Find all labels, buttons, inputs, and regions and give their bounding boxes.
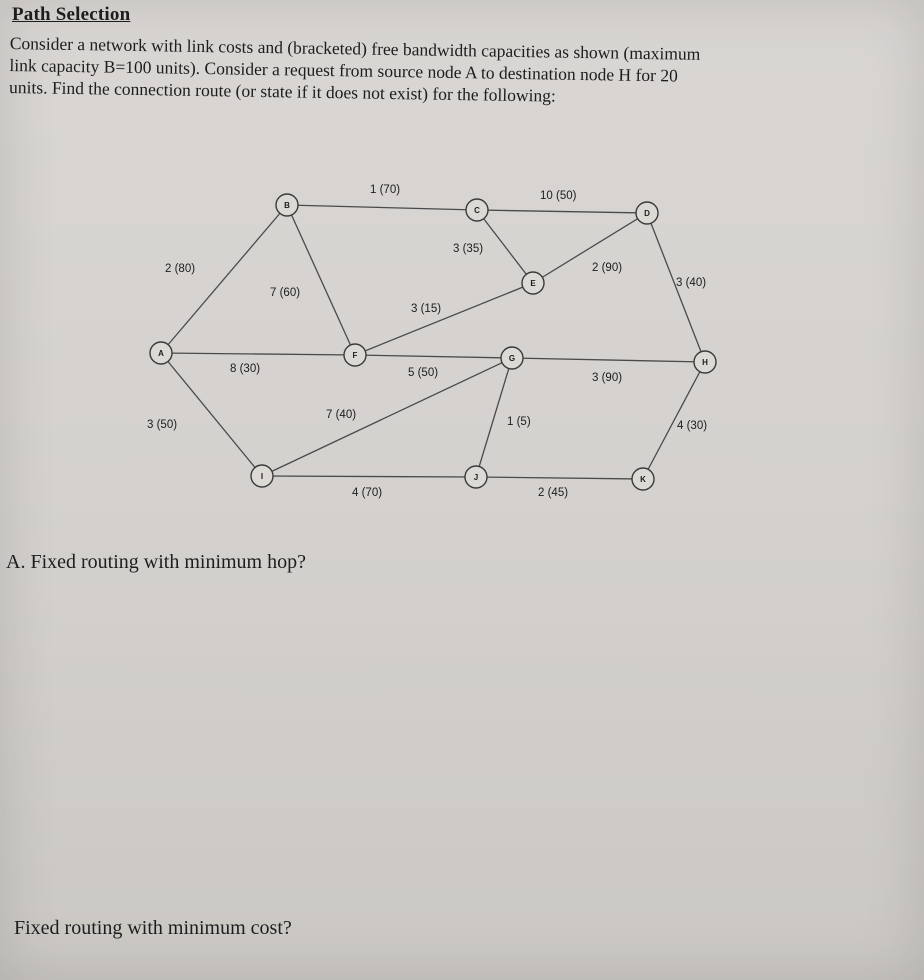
intro-line: Consider a network with link costs and (bracketed) free bandwidth capacities as shown (maximum [9, 32, 701, 64]
edge-G-H [512, 358, 705, 362]
edge-B-F [287, 205, 355, 355]
node-J [465, 466, 487, 488]
edge-label-B-F: 7 (60) [270, 287, 301, 299]
node-label: J [473, 473, 479, 482]
edge-label-G-H: 3 (90) [592, 372, 623, 384]
intro-line: link capacity B=100 units). Consider a request from source node A to destination node H for 20 [9, 54, 678, 86]
edge-label-A-B: 2 (80) [165, 263, 196, 275]
edge-label-C-E: 3 (35) [453, 243, 484, 255]
node-G [501, 347, 523, 369]
edge-F-G [355, 355, 512, 358]
edges [147, 184, 707, 499]
edge-I-G [262, 358, 512, 476]
edge-A-F [161, 353, 355, 355]
node-E [522, 272, 544, 294]
edge-E-D [533, 213, 647, 283]
node-F [344, 344, 366, 366]
node-I [251, 465, 273, 487]
question-b: Fixed routing with minimum cost? [14, 917, 292, 939]
edge-label-B-C: 1 (70) [370, 184, 401, 196]
edge-I-J [262, 476, 476, 477]
node-K [632, 468, 654, 490]
node-B [276, 194, 298, 216]
edge-label-I-G: 7 (40) [326, 409, 357, 421]
node-C [466, 199, 488, 221]
edge-F-E [355, 283, 533, 355]
node-label: C [474, 206, 480, 215]
nodes [150, 194, 716, 490]
node-label: E [530, 279, 536, 288]
edge-label-F-G: 5 (50) [408, 367, 439, 379]
node-label: A [158, 349, 164, 358]
intro-line: units. Find the connection route (or state if it does not exist) for the following: [8, 76, 557, 106]
edge-J-K [476, 477, 643, 479]
node-A [150, 342, 172, 364]
node-label: D [644, 209, 650, 218]
node-label: F [352, 351, 358, 360]
question-a: A. Fixed routing with minimum hop? [6, 551, 306, 573]
edge-label-E-D: 2 (90) [592, 262, 623, 274]
node-H [694, 351, 716, 373]
node-label: I [260, 472, 264, 481]
section-title: Path Selection [12, 4, 131, 25]
edge-label-A-I: 3 (50) [147, 419, 178, 431]
edge-C-D [477, 210, 647, 213]
edge-label-J-K: 2 (45) [538, 487, 569, 499]
node-D [636, 202, 658, 224]
edge-label-G-J: 1 (5) [507, 416, 531, 428]
edge-label-K-H: 4 (30) [677, 420, 708, 432]
edge-C-E [477, 210, 533, 283]
edge-label-F-E: 3 (15) [411, 303, 442, 315]
edge-label-D-H: 3 (40) [676, 277, 707, 289]
node-label: G [508, 354, 516, 363]
edge-label-C-D: 10 (50) [540, 190, 577, 202]
edge-label-I-J: 4 (70) [352, 487, 383, 499]
node-label: B [284, 201, 290, 210]
node-label: K [640, 475, 646, 484]
node-label: H [702, 358, 708, 367]
edge-A-B [161, 205, 287, 353]
edge-B-C [287, 205, 477, 210]
edge-label-A-F: 8 (30) [230, 363, 261, 375]
